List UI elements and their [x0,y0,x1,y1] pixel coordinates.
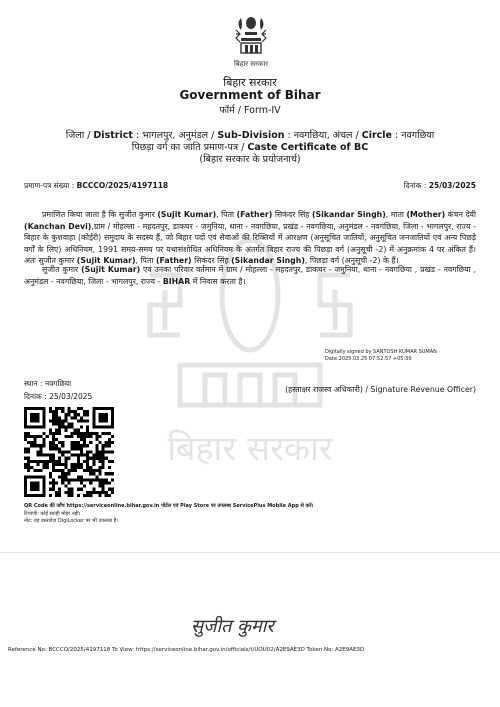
certificate-date: दिनांक : 25/03/2025 [403,181,476,190]
certificate-title: पिछड़ा वर्ग का जाति प्रमाण-पत्र / Caste Certificate of BC [131,142,369,153]
svg-text:सुजीत कुमार: सुजीत कुमार [191,616,274,637]
header-hindi: बिहार सरकार [223,76,277,89]
bihar-emblem-icon [231,14,271,72]
qr-verification-note [24,503,313,526]
qr-note-line: QR Code की जाँच https://serviceonline.bihar.gov.in पोर्टल एवं Play Store पर उपलब्ध ServicePlus Mobile App से करें। [24,503,314,509]
divider [0,552,500,553]
svg-text:बिहार सरकार: बिहार सरकार [167,429,333,469]
jurisdiction-line: जिला / District : भागलपुर, अनुमंडल / Sub-Division : नवगछिया, अंचल / Circle : नवगछिया [65,130,435,141]
svg-text:बिहार सरकार: बिहार सरकार [233,60,269,68]
header-english: Government of Bihar [179,88,321,102]
digital-signature-block [325,349,437,363]
certificate-number: प्रमाण-पत्र संख्या : BCCCO/2025/4197118 [24,181,169,190]
digital-signature-date: Date:2025.03.25 07:52:57 +05:30 [325,356,412,362]
certificate-body-paragraph-1: प्रमाणित किया जाता है कि सुजीत कुमार (Sujit Kumar), पिता (Father) सिकंदर सिंह (Sikandar Singh), माता (Mother) कंचन देवी (Kanchan Devi),ग्राम / मोहल्ला - महदतपुर, डाकघर - जमुनिया, थाना - नवगछिया, प्रखंड - नवगछिया, अनुमंडल - नवगछिया, जिला - भागलपुर, राज्य - बिहार के कुशवाहा (कोईरी) समुदाय के सदस्य हैं, जो बिहार पदों एवं सेवाओं की रिक्तियों में आरक्षण (अनुसूचित जातियों, अनुसूचित जनजातियों एवं अन्य पिछड़े वर्गों के लिए) अधिनियम, 1991 समय-समय पर यथासंशोधित अधिनियम के अंतर्गत बिहार राज्य की पिछड़ा वर्ग (अनुसूची -2) में अनुक्रमांक 4 पर अंकित हैं। अतः सुजीत कुमार (Sujit Kumar), पिता (Father) सिकंदर सिंह (Sikandar Singh), पिछड़ा वर्ग (अनुसूची -2) के हैं। [24,210,476,265]
qr-note-line: टिप्पणी: कोई स्याही मोहर नहीं। [24,510,81,517]
signatory-label: (हस्ताक्षर राजस्व अधिकारी) / Signature Revenue Officer) [285,385,476,394]
issue-date: दिनांक : 25/03/2025 [24,392,93,401]
certificate-purpose: (बिहार सरकार के प्रयोजनार्थ) [199,154,301,165]
qr-code-icon[interactable] [24,407,114,497]
certificate-body-paragraph-2: सुजीत कुमार (Sujit Kumar) एवं उनका परिवार वर्तमान में ग्राम / मोहल्ला - महदतपुर, डाकघर - जमुनिया, थाना - नवगछिया , प्रखंड - नवगछिया , अनुमंडल - नवगछिया, जिला - भागलपुर, राज्य - BIHAR में निवास करता है। [24,265,476,286]
digital-signature-signer: Digitally signed by SANTOSH KUMAR SUMAN [325,349,437,355]
form-label: फॉर्म / Form-IV [219,105,281,116]
issue-place: स्थान : नवगछिया [24,379,72,388]
qr-note-line: नोट: यह दस्तावेज़ DigiLocker पर भी उपलब्ध है। [24,518,119,524]
reference-footer: Reference No: BCCCO/2025/4197118 To View: https://serviceonline.bihar.gov.in/officials/t/UOU02/A2E9AE3D Token No: A2E9AE3D [8,647,365,653]
handwritten-signature [186,610,316,640]
